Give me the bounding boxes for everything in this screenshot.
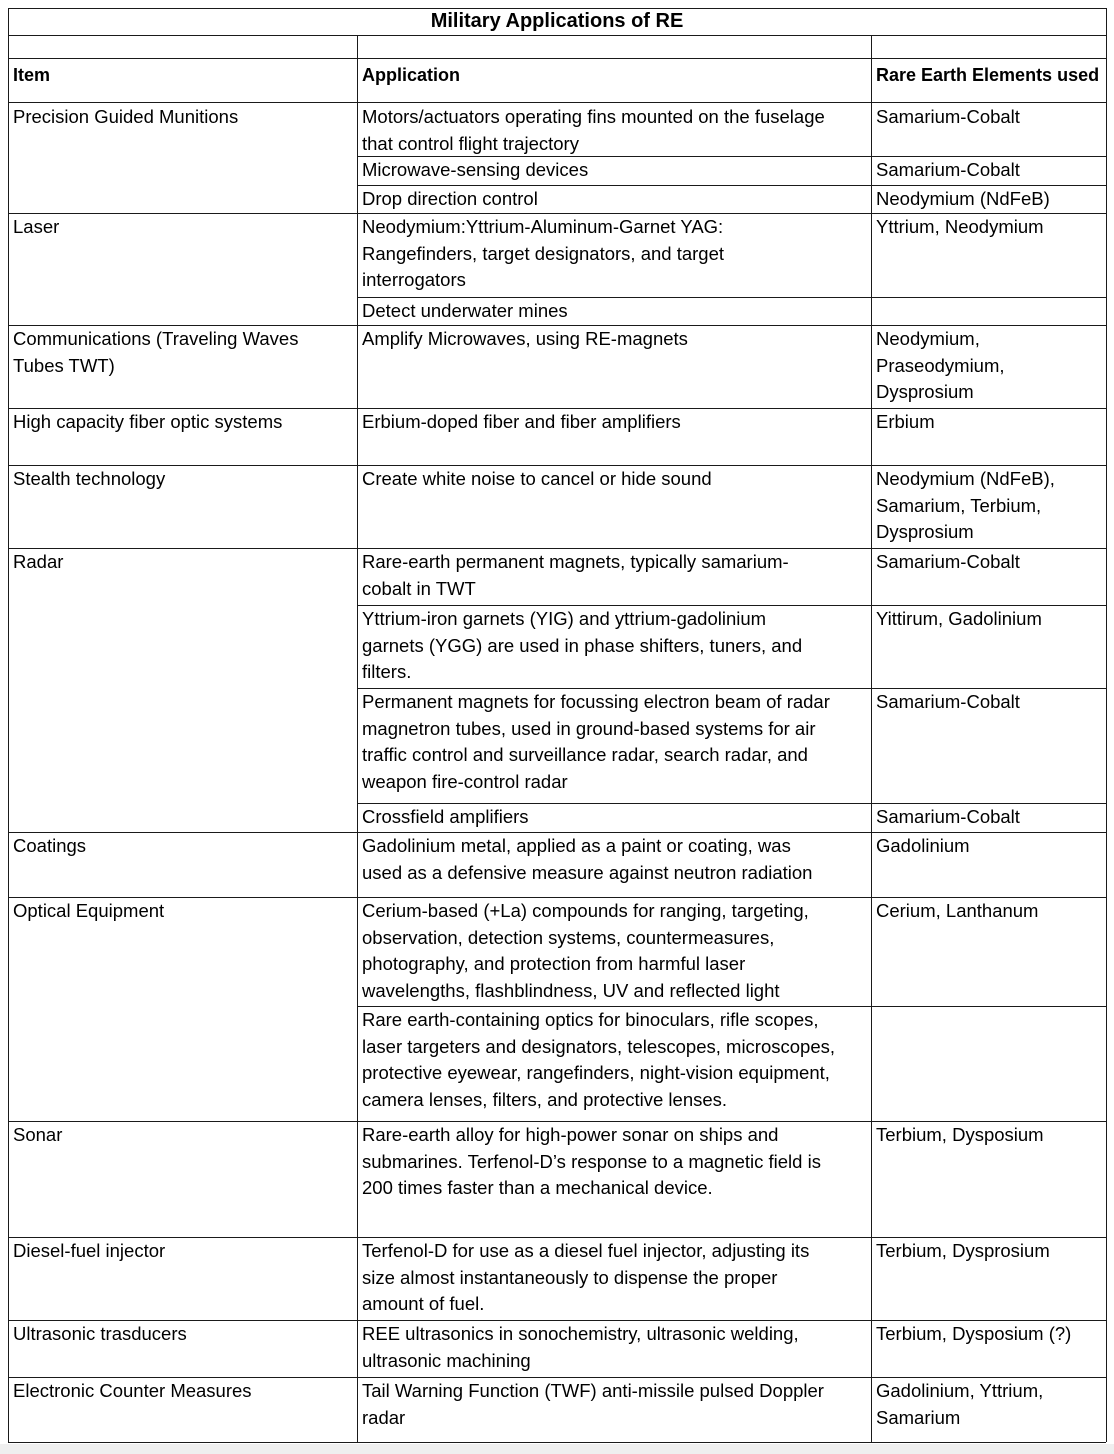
elements-text: Praseodymium,	[876, 354, 1005, 376]
application-text: magnetron tubes, used in ground-based systems for air	[362, 717, 816, 739]
item-label: Diesel-fuel injector	[13, 1240, 166, 1261]
grid-line-right	[1106, 8, 1107, 1442]
item-label: Precision Guided Munitions	[13, 106, 239, 127]
elements-text: Erbium	[876, 411, 935, 432]
application-text: Rare-earth alloy for high-power sonar on ships and	[362, 1124, 779, 1145]
application-text: camera lenses, filters, and protective lenses.	[362, 1088, 728, 1110]
elements-text: Gadolinium	[876, 835, 970, 856]
item-label: Communications (Traveling Waves	[13, 328, 299, 349]
application-text: size almost instantaneously to dispense the proper	[362, 1266, 778, 1288]
application-text: Rare-earth permanent magnets, typically samarium-	[362, 551, 789, 572]
elements-text: Samarium-Cobalt	[876, 159, 1020, 180]
application-text: interrogators	[362, 269, 466, 290]
grid-line-blank-row-bottom	[8, 58, 1106, 59]
item-label: Optical Equipment	[13, 900, 165, 921]
grid-line-top	[8, 8, 1106, 9]
application-text: laser targeters and designators, telescopes, microscopes,	[362, 1035, 836, 1057]
application-text: photography, and protection from harmful laser	[362, 953, 746, 974]
elements-text: Cerium, Lanthanum	[876, 900, 1039, 921]
application-text: Rangefinders, target designators, and target	[362, 242, 725, 264]
application-text: Permanent magnets for focussing electron beam of radar	[362, 691, 830, 712]
application-text: garnets (YGG) are used in phase shifters, tuners, and	[362, 634, 803, 656]
application-text: Drop direction control	[362, 188, 538, 209]
elements-text: Samarium-Cobalt	[876, 551, 1020, 572]
application-text: Crossfield amplifiers	[362, 806, 529, 827]
item-label: Tubes TWT)	[13, 354, 115, 376]
elements-text: Neodymium (NdFeB),	[876, 468, 1055, 489]
grid-line-col1	[357, 35, 358, 1442]
application-text: Terfenol-D for use as a diesel fuel injector, adjusting its	[362, 1240, 810, 1261]
grid-line-col2	[871, 35, 872, 1442]
elements-text: Yttrium, Neodymium	[876, 216, 1044, 237]
application-text: ultrasonic machining	[362, 1349, 531, 1371]
grid-line-row-bottom	[8, 1442, 1106, 1443]
application-text: 200 times faster than a mechanical device.	[362, 1177, 713, 1198]
application-text: Neodymium:Yttrium-Aluminum-Garnet YAG:	[362, 216, 724, 237]
bottom-gridline-strip	[0, 1444, 1114, 1454]
application-text: traffic control and surveillance radar, search radar, and	[362, 744, 808, 765]
application-text: Amplify Microwaves, using RE-magnets	[362, 328, 688, 349]
item-label: Radar	[13, 551, 64, 572]
application-text: Detect underwater mines	[362, 300, 568, 321]
header-elements: Rare Earth Elements used	[876, 65, 1100, 85]
application-text: Erbium-doped fiber and fiber amplifiers	[362, 411, 681, 432]
application-text: Cerium-based (+La) compounds for ranging, targeting,	[362, 900, 809, 921]
elements-text: Terbium, Dysposium	[876, 1124, 1044, 1145]
item-label: High capacity fiber optic systems	[13, 411, 283, 432]
application-text: radar	[362, 1406, 406, 1428]
application-text: Create white noise to cancel or hide sound	[362, 468, 712, 489]
item-label: Ultrasonic trasducers	[13, 1323, 187, 1344]
application-text: amount of fuel.	[362, 1293, 485, 1314]
application-text: Yttrium-iron garnets (YIG) and yttrium-gadolinium	[362, 608, 767, 629]
application-text: cobalt in TWT	[362, 577, 476, 599]
elements-text: Samarium-Cobalt	[876, 106, 1020, 127]
elements-text: Yittirum, Gadolinium	[876, 608, 1042, 629]
elements-text: Gadolinium, Yttrium,	[876, 1380, 1044, 1401]
item-label: Stealth technology	[13, 468, 166, 489]
elements-text: Dysprosium	[876, 381, 974, 402]
elements-text: Samarium-Cobalt	[876, 806, 1020, 827]
item-label: Coatings	[13, 835, 87, 856]
item-label: Sonar	[13, 1124, 63, 1145]
application-text: submarines. Terfenol-D’s response to a magnetic field is	[362, 1150, 821, 1172]
elements-text: Samarium	[876, 1406, 961, 1428]
elements-text: Samarium, Terbium,	[876, 494, 1042, 516]
elements-text: Terbium, Dysprosium	[876, 1240, 1050, 1261]
grid-line-header-bottom	[8, 102, 1106, 103]
application-text: protective eyewear, rangefinders, night-vision equipment,	[362, 1062, 830, 1083]
grid-line-left	[8, 8, 9, 1442]
application-text: weapon fire-control radar	[362, 770, 568, 792]
header-application: Application	[362, 65, 460, 85]
application-text: observation, detection systems, countermeasures,	[362, 926, 775, 948]
application-text: Microwave-sensing devices	[362, 159, 589, 180]
header-item: Item	[13, 65, 51, 85]
item-label: Laser	[13, 216, 60, 237]
elements-text: Neodymium,	[876, 328, 980, 349]
table-title: Military Applications of RE	[430, 10, 684, 32]
application-text: REE ultrasonics in sonochemistry, ultrasonic welding,	[362, 1323, 799, 1344]
elements-text: Samarium-Cobalt	[876, 691, 1020, 712]
elements-text: Terbium, Dysposium (?)	[876, 1323, 1072, 1344]
application-text: wavelengths, flashblindness, UV and reflected light	[362, 979, 780, 1001]
elements-text: Dysprosium	[876, 521, 974, 542]
application-text: Rare earth-containing optics for binoculars, rifle scopes,	[362, 1009, 819, 1030]
item-label: Electronic Counter Measures	[13, 1380, 252, 1401]
application-text: Motors/actuators operating fins mounted on the fuselage	[362, 106, 825, 127]
grid-line-title-bottom	[8, 35, 1106, 36]
application-text: Gadolinium metal, applied as a paint or coating, was	[362, 835, 791, 856]
application-text: that control flight trajectory	[362, 132, 579, 154]
application-text: used as a defensive measure against neutron radiation	[362, 861, 813, 883]
elements-text: Neodymium (NdFeB)	[876, 188, 1050, 209]
application-text: Tail Warning Function (TWF) anti-missile pulsed Doppler	[362, 1380, 824, 1401]
application-text: filters.	[362, 661, 412, 682]
